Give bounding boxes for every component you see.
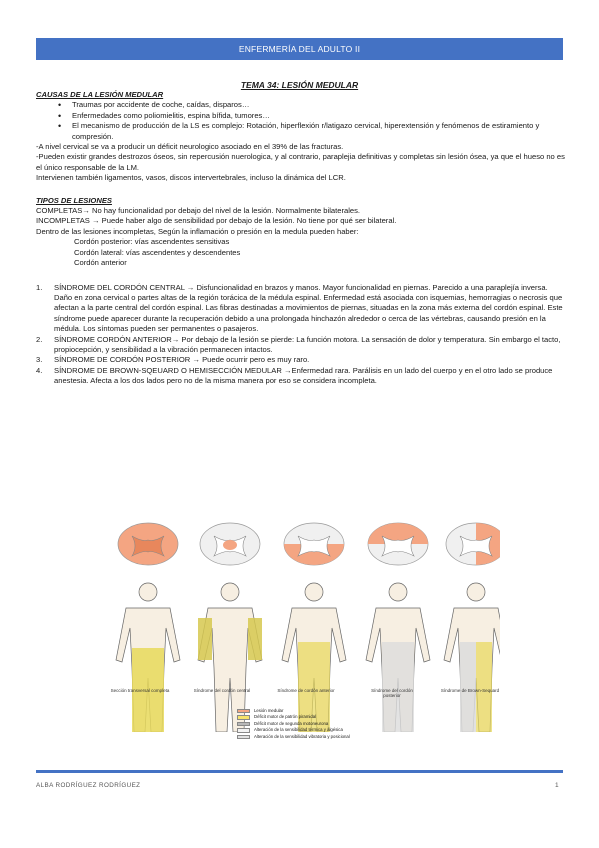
cord-item: Cordón anterior (74, 258, 127, 268)
legend-swatch (237, 722, 250, 726)
figure-caption: Síndrome del cordón central (193, 688, 251, 693)
incomplete-lesion-text: INCOMPLETAS → Puede haber algo de sensibilidad por debajo de la lesión. No tiene por qué ser bilateral. (36, 216, 397, 226)
syndromes-list (36, 283, 566, 387)
list-item: • Enfermedades como poliomielitis, espina bífida, tumores… (58, 111, 566, 121)
course-header-bar (36, 38, 563, 60)
affected-region (198, 618, 212, 660)
syndrome-text: SÍNDROME DEL CORDÓN CENTRAL → Disfuncionalidad en brazos y manos. Mayor funcionalidad en piernas. Parecido a una paraplejía inversa. Daño en zona cervical o partes altas de la región torácica de la médula espinal. Enfermedad está asociada con isquemias, hemorragias o necrosis que afectan a la parte central del cordón espinal. Las fibras destinadas a movimientos de piernas, situadas en la zona más externa del cordón espinal. Este síndrome puede aparecer durante la recuperación debido a una prolongada hinchazón alrededor o cerca de las vértebras, causando presión en la médula. Los síntomas pueden ser permanentes o pasajeros. (54, 282, 563, 334)
document-body (36, 90, 566, 387)
complete-lesion-text: COMPLETAS→ No hay funcionalidad por debajo del nivel de la lesión. Normalmente bilaterales. (36, 206, 361, 216)
causes-list (58, 100, 566, 142)
causes-line: -Pueden existir grandes destrozos óseos, sin repercusión nuerologica, y al contrario, paraplejia definitivas y completas sin lesión ósea, ya que el hueso no es el único responsable de la LM. (36, 152, 565, 172)
syndrome-number: 2. (36, 334, 43, 344)
causes-heading: CAUSAS DE LA LESIÓN MEDULAR (36, 90, 164, 99)
body-head (139, 583, 157, 601)
syndrome-number: 4. (36, 365, 43, 375)
syndrome-number: 1. (36, 282, 43, 292)
footer-author: ALBA RODRÍGUEZ RODRÍGUEZ (36, 782, 141, 789)
affected-region (460, 642, 476, 732)
legend-label: Déficit motor de segunda motoneurona (254, 720, 329, 726)
syndrome-item (36, 335, 566, 356)
syndrome-item (36, 366, 566, 387)
causes-line: -A nivel cervical se va a producir un déficit neurologico asociado en el 39% de las fracturas. (36, 142, 344, 152)
affected-region (476, 642, 492, 732)
legend-label: Alteración de la sensibilidad vibratoria y posicional (254, 733, 350, 739)
legend-label: Déficit motor de patrón piramidal (254, 714, 317, 720)
figure-caption: Sección transversal completa (110, 688, 170, 693)
topic-title: TEMA 34: LESIÓN MEDULAR (240, 80, 359, 90)
syndrome-text: SÍNDROME DE CORDÓN POSTERIOR → Puede ocurrir pero es muy raro. (54, 355, 310, 365)
page-number: 1 (555, 782, 559, 789)
body-head (221, 583, 239, 601)
affected-region (248, 618, 262, 660)
list-item: • Traumas por accidente de coche, caídas, disparos… (58, 100, 566, 110)
causes-line: Intervienen también ligamentos, vasos, discos intervertebrales, incluso la dinámica del LCR. (36, 173, 346, 183)
syndrome-number: 3. (36, 355, 43, 365)
incomplete-intro-text: Dentro de las lesiones incompletas, Según la inflamación o presión en la medula pueden haber: (36, 226, 359, 236)
cord-item: Cordón lateral: vías ascendentes y descendentes (74, 247, 241, 257)
syndrome-text: SÍNDROME DE BROWN-SQEUARD O HEMISECCIÓN MEDULAR →Enfermedad rara. Parálisis en un lado del cuerpo y en el otro lado se produce anestesia. Afecta a los dos lados pero no de la misma manera por eso se considera incompleta. (54, 365, 553, 386)
legend-label: Alteración de la sensibilidad térmica y álgésica (254, 727, 343, 733)
body-head (389, 583, 407, 601)
syndrome-item (36, 355, 566, 365)
cord-item: Cordón posterior: vías ascendentes sensitivas (74, 237, 230, 247)
syndrome-text: SÍNDROME CORDÓN ANTERIOR→ Por debajo de la lesión se pierde: La función motora. La sensación de dolor y temperatura. Sin embargo el tacto, propiocepción, y sensibilidad a la vibración permanecen intactos. (54, 334, 561, 354)
legend-row (237, 734, 387, 740)
legend-swatch (237, 709, 250, 713)
syndrome-item (36, 283, 566, 335)
legend-swatch (237, 715, 250, 719)
legend-swatch (237, 728, 250, 732)
legend-swatch (237, 735, 250, 739)
figure-caption: Síndrome de Brown-Sequard (440, 688, 500, 693)
figure-caption: Síndrome de cordón anterior (277, 688, 335, 693)
footer-divider (36, 770, 563, 773)
body-head (467, 583, 485, 601)
body-head (305, 583, 323, 601)
types-heading: TIPOS DE LESIONES (36, 195, 112, 205)
course-title: ENFERMERÍA DEL ADULTO II (238, 44, 361, 54)
legend-label: Lesión medular (254, 708, 284, 714)
list-item: • El mecanismo de producción de la LS es complejo: Rotación, hiperflexión r/latigazo cervical, hiperextensión y fenómenos de estiramiento y compresión. (58, 121, 566, 142)
spinal-syndromes-figure (100, 522, 500, 732)
figure-legend (237, 708, 387, 740)
figure-caption: Síndrome del cordón posterior (371, 688, 413, 699)
lesion-area (223, 540, 237, 550)
